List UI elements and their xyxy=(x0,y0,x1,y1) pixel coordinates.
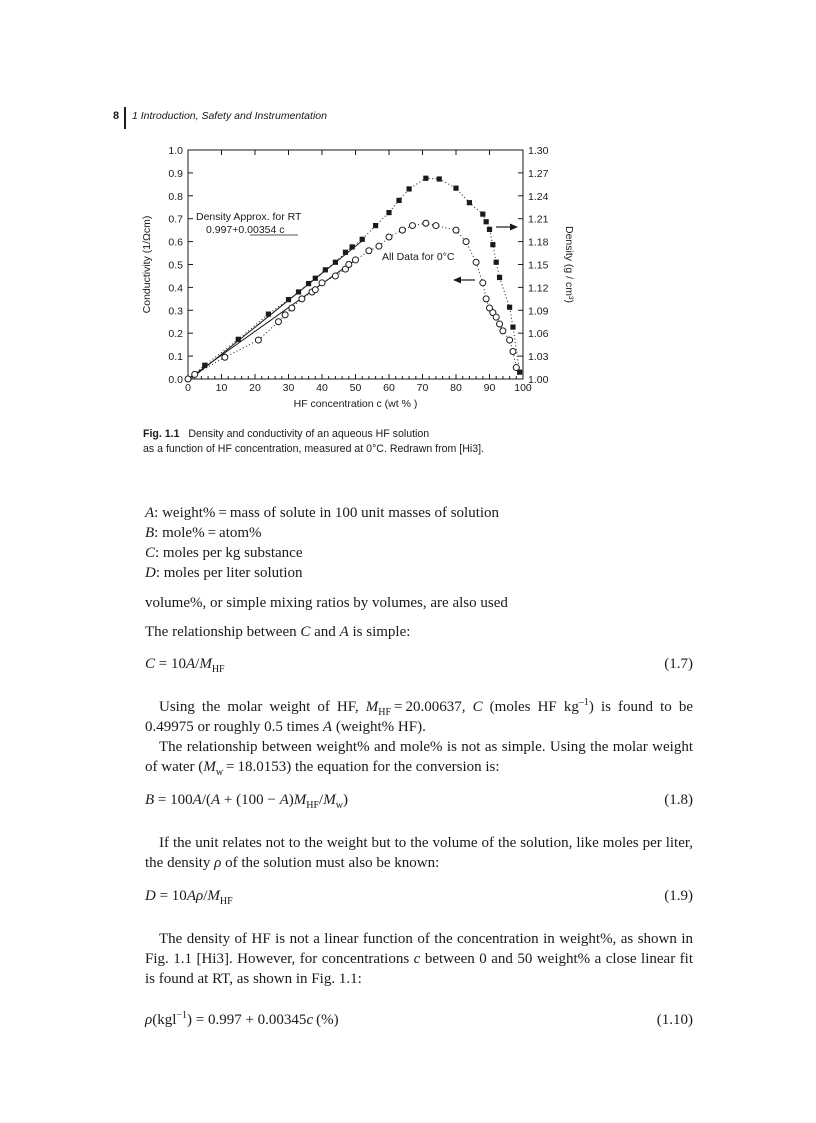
y-left-tick-label: 0.3 xyxy=(168,305,183,318)
y-left-tick-label: 0.9 xyxy=(168,167,183,180)
y-left-tick-label: 0.2 xyxy=(168,328,183,341)
conductivity-point xyxy=(366,248,372,254)
conductivity-point xyxy=(192,371,198,377)
conductivity-point xyxy=(399,227,405,233)
x-tick-label: 90 xyxy=(483,382,496,394)
x-axis-label: HF concentration c (wt % ) xyxy=(293,398,418,410)
density-point xyxy=(407,186,412,191)
x-tick-label: 70 xyxy=(416,382,429,394)
x-tick-label: 20 xyxy=(249,382,261,394)
y-right-tick-label: 1.06 xyxy=(528,328,549,341)
conductivity-point xyxy=(409,223,415,229)
conductivity-point xyxy=(493,314,499,320)
y-left-tick-label: 1.0 xyxy=(168,145,183,157)
density-point xyxy=(306,281,311,286)
density-point xyxy=(313,276,318,281)
density-point xyxy=(296,289,301,294)
running-title: 1 Introduction, Safety and Instrumentation xyxy=(132,110,327,122)
y-left-axis-label: Conductivity (1/Ωcm) xyxy=(141,215,153,314)
density-point xyxy=(490,242,495,247)
conductivity-point xyxy=(510,349,516,355)
y-right-tick-label: 1.09 xyxy=(528,305,549,318)
conductivity-point xyxy=(423,220,429,226)
paragraph-relationship: The relationship between C and A is simple: xyxy=(145,624,411,640)
equation-1-9: $D = 10A\rho/M_{HF}$ (1.9) xyxy=(145,888,693,907)
conductivity-point xyxy=(483,296,489,302)
definition-a: A: weight% = mass of solute in 100 unit masses of solution xyxy=(145,505,500,521)
page-number: 8 xyxy=(113,110,120,122)
conductivity-point xyxy=(500,328,506,334)
y-right-axis-label: Density (g / cm³) xyxy=(563,225,575,304)
density-point xyxy=(494,260,499,265)
conductivity-point xyxy=(507,337,513,343)
conductivity-point xyxy=(376,243,382,249)
conductivity-point xyxy=(282,312,288,318)
density-point xyxy=(497,275,502,280)
equation-1-8: $B = 100A/(A + (100 - A)M_{HF}/M_w)$ (1.8) xyxy=(145,792,693,811)
caption-line-1: Density and conductivity of an aqueous HF solution xyxy=(188,428,430,440)
conductivity-point xyxy=(513,365,519,371)
density-point xyxy=(343,250,348,255)
conductivity-point xyxy=(299,296,305,302)
conductivity-point xyxy=(473,259,479,265)
x-tick-label: 50 xyxy=(349,382,362,394)
x-tick-label: 0 xyxy=(185,382,191,394)
density-point xyxy=(453,186,458,191)
density-point xyxy=(360,237,365,242)
equation-number: (1.7) xyxy=(664,656,693,672)
left-axis-arrow-head xyxy=(453,277,461,284)
y-left-tick-label: 0.6 xyxy=(168,236,183,249)
equation-number: (1.8) xyxy=(664,792,693,808)
definition-b: B: mole% = atom% xyxy=(145,525,262,541)
paragraph-volume: volume%, or simple mixing ratios by volumes, are also used xyxy=(145,595,508,611)
header-rule xyxy=(124,107,126,129)
caption-label: Fig. 1.1 xyxy=(143,428,180,440)
conductivity-point xyxy=(497,321,503,327)
y-right-tick-label: 1.15 xyxy=(528,259,549,272)
y-left-tick-label: 0.4 xyxy=(168,282,183,295)
paragraph-density-known: If the unit relates not to the weight but to the volume of the solution, like moles per liter, the density ρ of the solution must also be known: xyxy=(145,835,693,871)
x-tick-label: 30 xyxy=(282,382,295,394)
y-left-tick-label: 0.1 xyxy=(168,351,183,364)
conductivity-point xyxy=(222,354,228,360)
y-left-tick-label: 0.7 xyxy=(168,213,183,226)
density-point xyxy=(396,198,401,203)
conductivity-point xyxy=(453,227,459,233)
x-tick-label: 60 xyxy=(383,382,395,394)
conductivity-point xyxy=(480,280,486,286)
y-right-tick-label: 1.00 xyxy=(528,374,549,386)
conductivity-point xyxy=(275,319,281,325)
density-point xyxy=(507,305,512,310)
density-fit-annotation: Density Approx. for RT xyxy=(196,211,302,223)
conductivity-point xyxy=(346,262,352,268)
equation-number: (1.9) xyxy=(664,888,693,904)
density-conductivity-chart xyxy=(130,138,590,423)
density-point xyxy=(437,176,442,181)
density-point xyxy=(510,324,515,329)
y-right-tick-label: 1.21 xyxy=(528,213,549,226)
density-point xyxy=(480,212,485,217)
y-left-tick-label: 0.5 xyxy=(168,259,183,272)
plot-frame xyxy=(188,150,523,379)
conductivity-point xyxy=(433,223,439,229)
density-point xyxy=(373,223,378,228)
y-right-tick-label: 1.12 xyxy=(528,282,549,295)
x-tick-label: 100 xyxy=(514,382,532,394)
y-left-tick-label: 0.8 xyxy=(168,190,183,203)
definition-d: D: moles per liter solution xyxy=(145,565,303,581)
density-point xyxy=(236,337,241,342)
y-right-tick-label: 1.18 xyxy=(528,236,549,249)
y-left-tick-label: 0.0 xyxy=(168,374,183,386)
definition-c: C: moles per kg substance xyxy=(145,545,303,561)
paragraph-molar-weight: Using the molar weight of HF, $M_{HF} = 20.00637$, C (moles HF $kg^{-1}$) is found to be 0.49975 or roughly 0.5 times A (weight% HF). xyxy=(145,697,694,735)
density-point xyxy=(467,200,472,205)
density-point xyxy=(333,260,338,265)
equation-1-10: ρ(kgl$^{-1}$) = 0.997 + 0.00345c (%) (1.10) xyxy=(145,1010,693,1028)
right-axis-arrow-head xyxy=(510,224,518,231)
x-tick-label: 10 xyxy=(215,382,228,394)
conductivity-point xyxy=(353,257,359,263)
equation-number: (1.10) xyxy=(656,1012,693,1028)
density-point xyxy=(266,312,271,317)
density-fit-formula: 0.997+0.00354 c xyxy=(206,224,285,236)
density-point xyxy=(350,244,355,249)
conductivity-point xyxy=(386,234,392,240)
paragraph-mole-percent: The relationship between weight% and mole% is not as simple. Using the molar weight of water $(M_w = 18.0153)$ the equation for the conversion is: xyxy=(145,739,693,778)
density-point xyxy=(386,210,391,215)
paragraph-linear-fit: The density of HF is not a linear function of the concentration in weight%, as shown in Fig. 1.1 [Hi3]. However, for concentrations c between 0 and 50 weight% a close linear fit is found at RT, as shown in Fig. 1.1: xyxy=(145,931,693,987)
conductivity-point xyxy=(312,287,318,293)
density-point xyxy=(484,219,489,224)
conductivity-point xyxy=(319,280,325,286)
density-point xyxy=(487,227,492,232)
fit-line-conductivity_fit xyxy=(188,260,356,379)
density-dotted-line xyxy=(188,178,520,379)
x-tick-label: 80 xyxy=(450,382,462,394)
conductivity-point xyxy=(332,273,338,279)
density-point xyxy=(423,176,428,181)
x-tick-label: 40 xyxy=(316,382,328,394)
y-right-tick-label: 1.03 xyxy=(528,351,549,364)
conductivity-point xyxy=(289,305,295,311)
all-data-annotation: All Data for 0°C xyxy=(382,251,455,263)
conductivity-point xyxy=(463,239,469,245)
y-right-tick-label: 1.27 xyxy=(528,167,549,180)
equation-1-7: $C = 10A/M_{HF}$ (1.7) xyxy=(145,656,693,675)
density-point xyxy=(323,267,328,272)
conductivity-point xyxy=(255,337,261,343)
density-point xyxy=(286,297,291,302)
y-right-tick-label: 1.24 xyxy=(528,190,549,203)
density-point xyxy=(202,363,207,368)
y-right-tick-label: 1.30 xyxy=(528,145,549,157)
caption-line-2: as a function of HF concentration, measured at 0°C. Redrawn from [Hi3]. xyxy=(143,443,485,455)
figure-caption xyxy=(143,427,703,457)
